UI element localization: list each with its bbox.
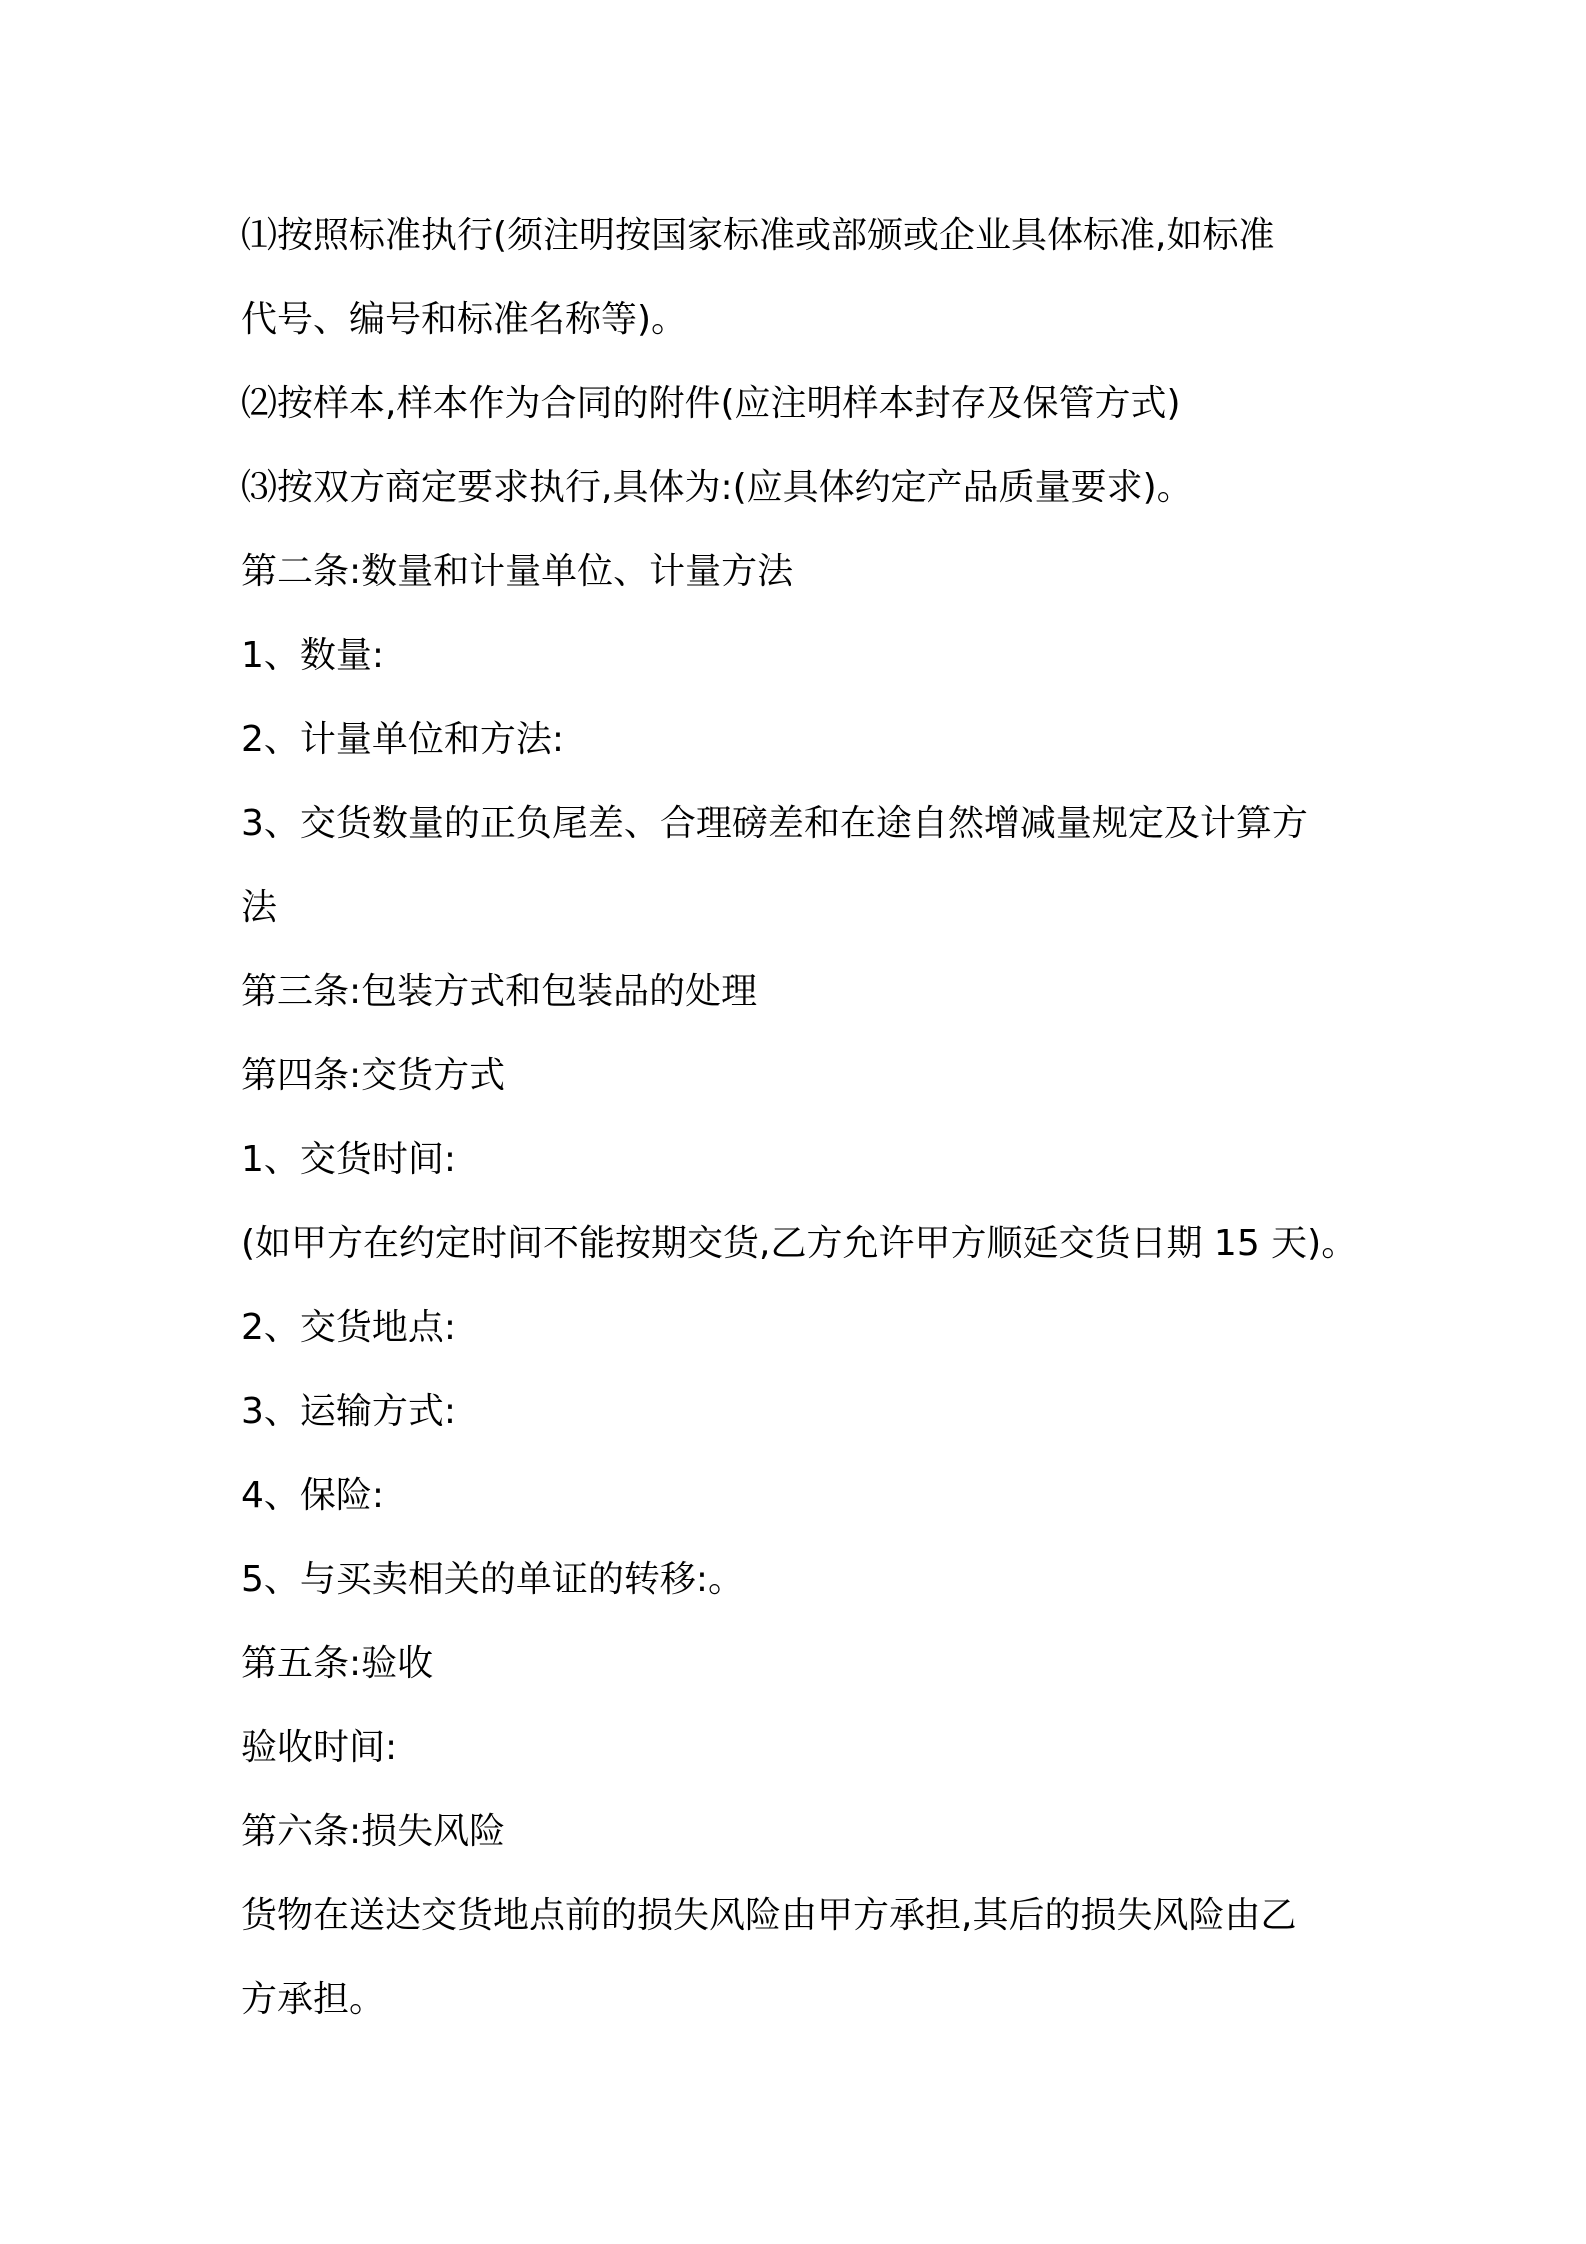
article-6-heading: 第六条:损失风险 xyxy=(241,1811,506,1852)
tolerance-item: 3、交货数量的正负尾差、合理磅差和在途自然增减量规定及计算方 xyxy=(241,803,1308,844)
article-3-heading: 第三条:包装方式和包装品的处理 xyxy=(241,971,758,1012)
transport-method-item: 3、运输方式: xyxy=(241,1391,457,1432)
delivery-time-item: 1、交货时间: xyxy=(241,1139,457,1180)
risk-of-loss-text-cont: 方承担。 xyxy=(241,1979,386,2020)
delivery-extension-note: (如甲方在约定时间不能按期交货,乙方允许甲方顺延交货日期 15 天)。 xyxy=(241,1223,1358,1264)
quantity-item: 1、数量: xyxy=(241,635,385,676)
document-body xyxy=(241,194,1391,2042)
acceptance-time-item: 验收时间: xyxy=(241,1727,398,1768)
quality-standard-item-1: ⑴按照标准执行(须注明按国家标准或部颁或企业具体标准,如标准 xyxy=(241,215,1275,256)
quality-standard-item-1-cont: 代号、编号和标准名称等)。 xyxy=(241,299,688,340)
document-transfer-item: 5、与买卖相关的单证的转移:。 xyxy=(241,1559,745,1600)
risk-of-loss-text: 货物在送达交货地点前的损失风险由甲方承担,其后的损失风险由乙 xyxy=(241,1895,1297,1936)
article-2-heading: 第二条:数量和计量单位、计量方法 xyxy=(241,551,794,592)
article-4-heading: 第四条:交货方式 xyxy=(241,1055,506,1096)
delivery-place-item: 2、交货地点: xyxy=(241,1307,457,1348)
quality-standard-item-2: ⑵按样本,样本作为合同的附件(应注明样本封存及保管方式) xyxy=(241,383,1181,424)
insurance-item: 4、保险: xyxy=(241,1475,385,1516)
unit-method-item: 2、计量单位和方法: xyxy=(241,719,565,760)
article-5-heading: 第五条:验收 xyxy=(241,1643,434,1684)
tolerance-item-cont: 法 xyxy=(241,887,278,928)
quality-standard-item-3: ⑶按双方商定要求执行,具体为:(应具体约定产品质量要求)。 xyxy=(241,467,1193,508)
